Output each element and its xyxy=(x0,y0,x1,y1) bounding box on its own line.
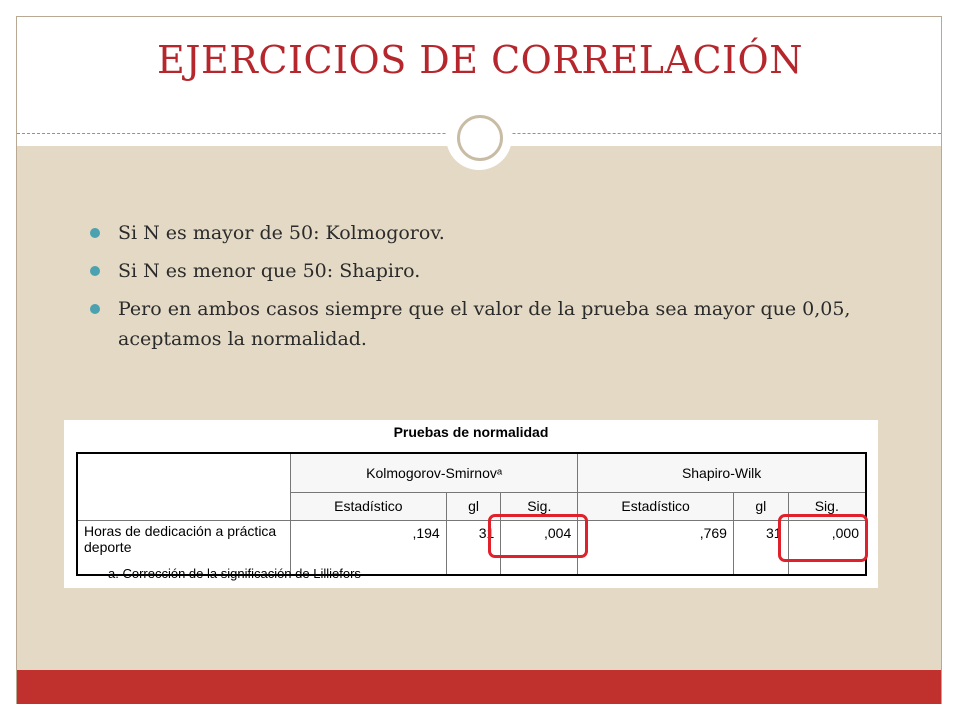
col-header: Estadístico xyxy=(291,492,447,520)
group-header-ks: Kolmogorov-Smirnovᵃ xyxy=(291,453,578,492)
slide-title: EJERCICIOS DE CORRELACIÓN xyxy=(157,38,803,82)
bullet-icon xyxy=(90,304,100,314)
bullet-text: Si N es menor que 50: Shapiro. xyxy=(118,260,421,282)
circle-ornament-ring xyxy=(457,115,503,161)
bullet-text: Pero en ambos casos siempre que el valor de la prueba sea mayor que 0,05, aceptamos la normalidad. xyxy=(118,298,851,350)
table-cell: ,000 xyxy=(788,520,866,575)
bullet-item xyxy=(90,294,880,354)
highlight-sig-ks xyxy=(488,514,588,558)
table-title: Pruebas de normalidad xyxy=(393,424,549,440)
normality-table xyxy=(76,452,867,576)
bullet-text: Si N es mayor de 50: Kolmogorov. xyxy=(118,222,445,244)
footer-bar xyxy=(17,670,941,704)
bullet-item xyxy=(90,218,880,248)
table-cell: ,004 xyxy=(501,520,578,575)
bullet-icon xyxy=(90,266,100,276)
highlight-sig-sw xyxy=(778,514,868,562)
table-cell: ,769 xyxy=(578,520,734,575)
col-header: gl xyxy=(733,492,788,520)
col-header: Sig. xyxy=(788,492,866,520)
table-cell: ,194 xyxy=(291,520,447,575)
bullet-list xyxy=(90,218,880,362)
group-header-sw: Shapiro-Wilk xyxy=(578,453,866,492)
table-cell: 31 xyxy=(733,520,788,575)
col-header: Estadístico xyxy=(578,492,734,520)
table-corner-cell xyxy=(77,453,291,520)
table-cell: 31 xyxy=(446,520,501,575)
bullet-icon xyxy=(90,228,100,238)
table-footnote: a. Corrección de la significación de Lilliefors xyxy=(108,566,361,581)
bullet-item xyxy=(90,256,880,286)
normality-test-table-image xyxy=(64,420,878,588)
col-header: gl xyxy=(446,492,501,520)
row-label: Horas de dedicación a práctica deporte xyxy=(77,520,291,575)
col-header: Sig. xyxy=(501,492,578,520)
